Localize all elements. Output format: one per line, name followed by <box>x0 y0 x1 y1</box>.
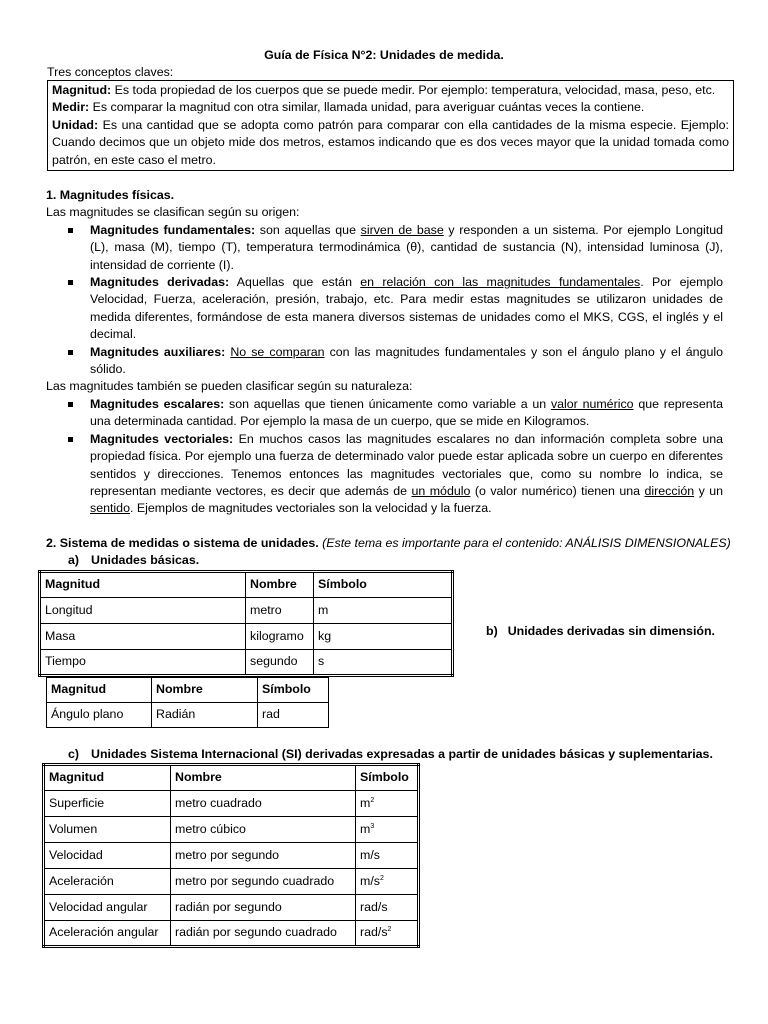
table-si-derived-units <box>42 763 420 948</box>
concept-medir: Medir: Es comparar la magnitud con otra similar, llamada unidad, para averiguar cuántas veces la contiene. <box>52 100 645 115</box>
concepts-box <box>47 80 734 171</box>
list-item-derivadas: Magnitudes derivadas: Aquellas que están en relación con las magnitudes fundamentales. Por ejemplo Velocidad, Fuerza, aceleración, presión, trabajo, etc. Para medir estas magnitudes se utilizaron unidades de medida diferentes, formándose de esta manera diversos sistemas de unidades como el MKS, CGS, el inglés y el decimal. <box>46 274 723 344</box>
subsection-a-label: a) Unidades básicas. <box>68 553 200 567</box>
table-row: Aceleración metro por segundo cuadrado $m/s^2$ <box>44 869 419 895</box>
table-header-row: Magnitud Nombre Símbolo <box>40 572 453 598</box>
section-2-heading: 2. Sistema de medidas o sistema de unidades. (Este tema es importante para el contenido: ANÁLISIS DIMENSIONALES) <box>46 536 731 550</box>
table-basic-units <box>38 570 454 677</box>
subsection-b-label: b) Unidades derivadas sin dimensión. <box>486 624 715 638</box>
table-header-row: Magnitud Nombre Símbolo <box>44 765 419 791</box>
list-item-vectoriales: Magnitudes vectoriales: En muchos casos las magnitudes escalares no dan información completa sobre una propiedad física. Por ejemplo una fuerza de determinado valor puede estar aplicada sobre un cuerpo en diferentes sentidos y direcciones. Tenemos entonces las magnitudes vectoriales que, como su nombre lo indica, se representan mediante vectores, es decir que además de un módulo (o valor numérico) tienen una dirección y un sentido. Ejemplos de magnitudes vectoriales son la velocidad y la fuerza. <box>46 431 723 518</box>
subsection-c-label: c) Unidades Sistema Internacional (SI) derivadas expresadas a partir de unidades básicas y suplementarias. <box>68 747 713 761</box>
list-item-fundamentales: Magnitudes fundamentales: son aquellas que sirven de base y responden a un sistema. Por ejemplo Longitud (L), masa (M), tiempo (T), temperatura termodinámica (θ), cantidad de sustancia (N), intensidad luminosa (J), intensidad de corriente (I). <box>46 222 723 274</box>
bullet-icon <box>68 402 73 407</box>
table-row: Superficie metro cuadrado $m^2$ <box>44 791 419 817</box>
table-row: Aceleración angular radián por segundo cuadrado rad/$s^2$ <box>44 921 419 947</box>
bullet-icon <box>68 350 73 355</box>
table-row: Volumen metro cúbico $m^3$ <box>44 817 419 843</box>
table-row: Longitud metro m <box>40 598 453 624</box>
section-1 <box>46 187 723 518</box>
section-1-heading: 1. Magnitudes físicas. <box>46 188 175 202</box>
table-row: Ángulo plano Radián rad <box>47 703 329 728</box>
concepts-intro: Tres conceptos claves: <box>47 65 174 79</box>
table-row: Velocidad metro por segundo m/s <box>44 843 419 869</box>
bullet-icon <box>68 280 73 285</box>
bullet-icon <box>68 437 73 442</box>
list-item-escalares: Magnitudes escalares: son aquellas que tienen únicamente como variable a un valor numérico que representa una determinada cantidad. Por ejemplo la masa de un cuerpo, que se mide en Kilogramos. <box>46 396 723 431</box>
page-title: Guía de Física N°2: Unidades de medida. <box>264 48 504 62</box>
concept-unidad: Unidad: Es una cantidad que se adopta como patrón para comparar con ella cantidades de la misma especie. Ejemplo: Cuando decimos que un objeto mide dos metros, estamos indicando que es dos veces mayor que la unidad tomada como patrón, en este caso el metro. <box>52 117 729 167</box>
nature-list <box>46 396 723 518</box>
concept-magnitud: Magnitud: Es toda propiedad de los cuerpos que se puede medir. Por ejemplo: temperatura, velocidad, masa, peso, etc. <box>52 83 716 97</box>
list-item-auxiliares: Magnitudes auxiliares: No se comparan con las magnitudes fundamentales y son el ángulo plano y el ángulo sólido. <box>46 344 723 379</box>
bullet-icon <box>68 228 73 233</box>
table-row: Velocidad angular radián por segundo rad/s <box>44 895 419 921</box>
origin-list <box>46 222 723 379</box>
table-row: Tiempo segundo s <box>40 650 453 676</box>
origin-intro: Las magnitudes se clasifican según su origen: <box>46 205 300 220</box>
nature-intro: Las magnitudes también se pueden clasificar según su naturaleza: <box>46 379 413 394</box>
table-row: Masa kilogramo kg <box>40 624 453 650</box>
table-dimensionless-units <box>46 677 329 728</box>
table-header-row: Magnitud Nombre Símbolo <box>47 678 329 703</box>
